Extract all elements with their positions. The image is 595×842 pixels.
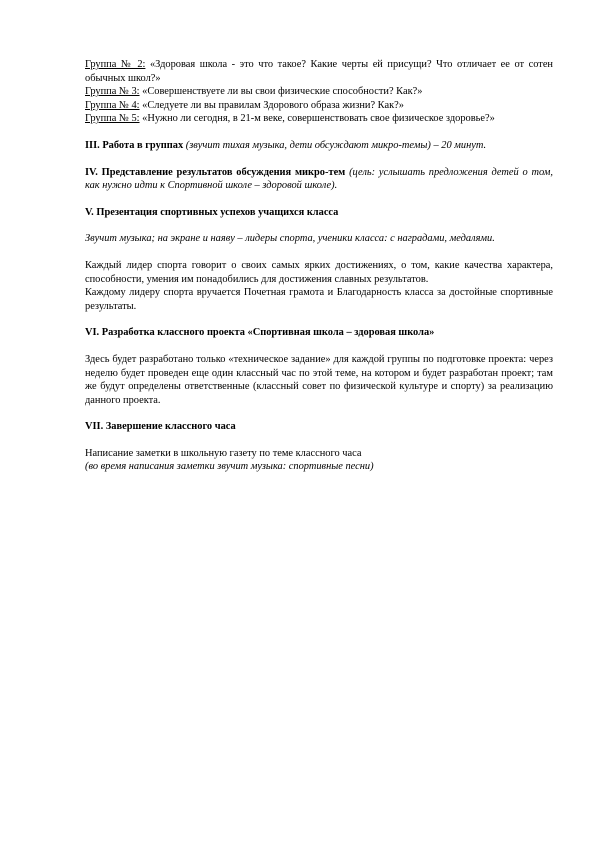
group-2-text: «Здоровая школа - это что такое? Какие черты ей присущи? Что отличает ее от сотен обычных школ?» — [85, 59, 553, 84]
section-6-paragraph: Здесь будет разработано только «техническое задание» для каждой группы по подготовке проекта: через неделю будет проведен еще один классный час по этой теме, на котором и будет разработан проект; там же будут определены ответственные (классный совет по физической культуре и спорту) за реализацию данного проекта. — [85, 353, 553, 406]
section-3-note: (звучит тихая музыка, дети обсуждают микро-темы) – 20 минут. — [183, 139, 487, 151]
section-5-paragraph-1: Каждый лидер спорта говорит о своих самых ярких достижениях, о том, какие качества характера, способности, умения им понадобились для достижения славных результатов. — [85, 259, 553, 285]
section-7-heading: VII. Завершение классного часа — [85, 421, 236, 433]
section-3 — [85, 139, 553, 153]
group-3-label: Группа № 3: — [85, 86, 140, 98]
section-4 — [85, 166, 553, 193]
group-5-text: «Нужно ли сегодня, в 21-м веке, совершенствовать свое физическое здоровье?» — [139, 113, 495, 125]
section-5-paragraph-2: Каждому лидеру спорта вручается Почетная грамота и Благодарность класса за достойные спортивные результаты. — [85, 287, 553, 312]
group-4-text: «Следуете ли вы правилам Здорового образа жизни? Как?» — [139, 99, 404, 111]
group-3-text: «Совершенствуете ли вы свои физические способности? Как?» — [139, 86, 423, 98]
section-6-heading: VI. Разработка классного проекта «Спортивная школа – здоровая школа» — [85, 327, 435, 339]
group-2-line — [85, 58, 553, 85]
section-7-italic-note: (во время написания заметки звучит музыка: спортивные песни) — [85, 461, 374, 473]
section-4-note: (цель: услышать предложения детей о том, как нужно идти к Спортивной школе – здоровой школе). — [85, 166, 553, 192]
group-4-line — [85, 99, 553, 113]
section-7-paragraph: Написание заметки в школьную газету по теме классного часа — [85, 447, 362, 459]
group-5-label: Группа № 5: — [85, 113, 140, 125]
group-2-label: Группа № 2: — [85, 59, 146, 70]
group-3-line — [85, 85, 553, 99]
group-5-line — [85, 112, 553, 126]
section-5-italic-line: Звучит музыка; на экране и наяву – лидеры спорта, ученики класса: с наградами, медалями. — [85, 233, 495, 245]
group-4-label: Группа № 4: — [85, 99, 140, 111]
document-body — [85, 58, 553, 474]
section-3-heading: III. Работа в группах — [85, 139, 184, 151]
section-5-heading: V. Презентация спортивных успехов учащихся класса — [85, 206, 339, 218]
section-4-heading: IV. Представление результатов обсуждения микро-тем — [85, 166, 346, 178]
